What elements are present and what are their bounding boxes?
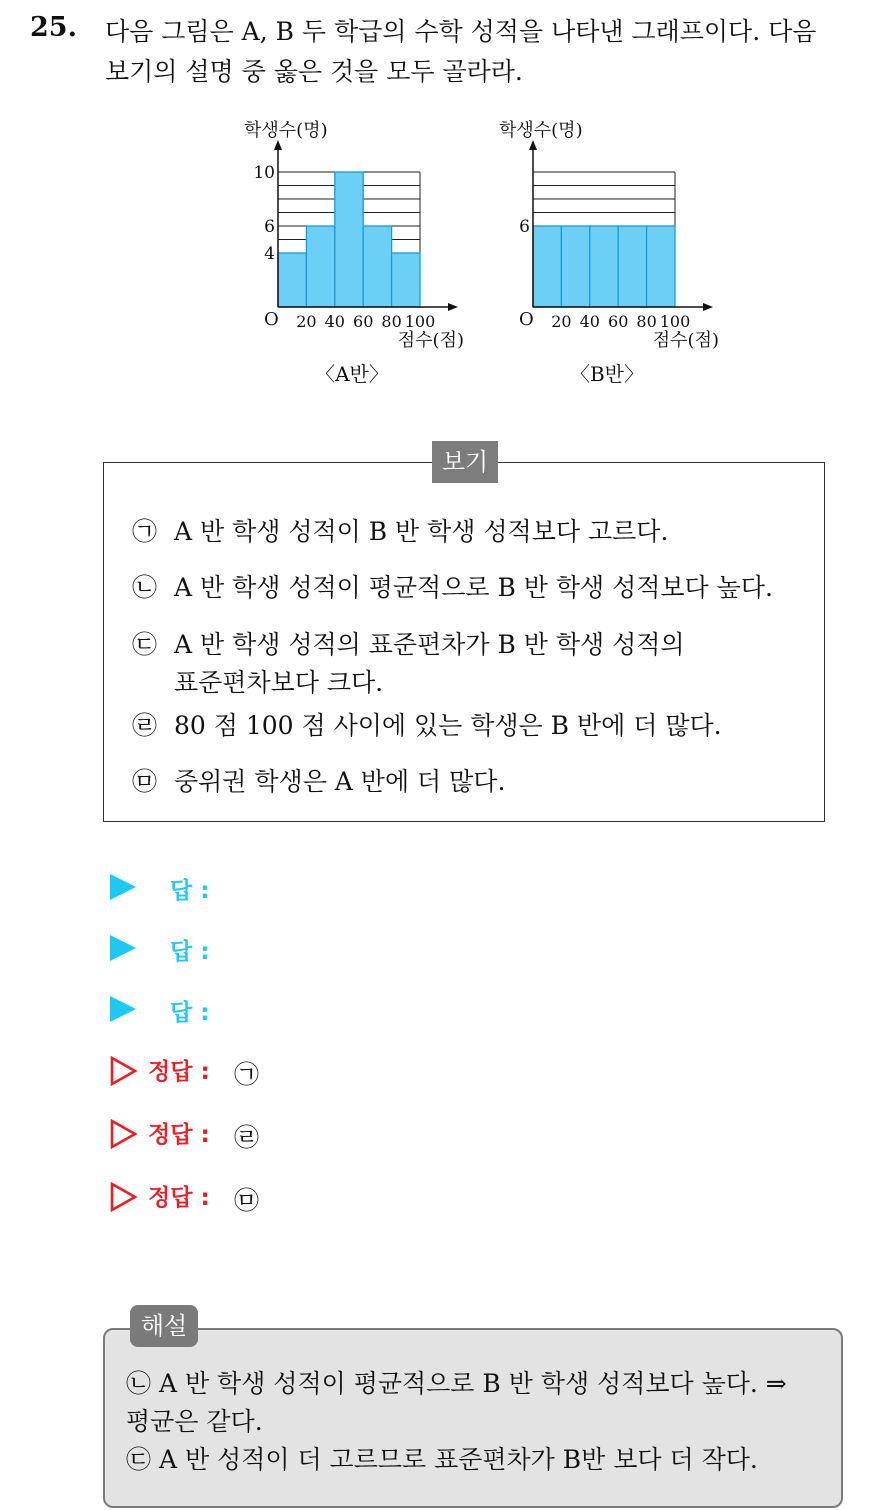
bogi-text: A 반 학생 성적의 표준편차가 B 반 학생 성적의 <box>174 630 685 659</box>
question-text-line2: 보기의 설명 중 옳은 것을 모두 골라라. <box>105 57 523 86</box>
correct-value: ㉤ <box>234 1186 260 1215</box>
bogi-text: 80 점 100 점 사이에 있는 학생은 B 반에 더 많다. <box>174 711 722 740</box>
chart-1-x-tick-label: 20 <box>296 312 317 331</box>
chart-2-x-axis-arrow <box>703 303 713 311</box>
bogi-mark: ㉢ <box>132 630 158 659</box>
chart-2-origin-label: O <box>519 309 534 330</box>
chart-1-bar <box>278 253 306 307</box>
correct-label: 정답 : <box>148 1185 210 1211</box>
answer-label: 답 : <box>170 939 210 965</box>
chart-2-bar <box>618 226 646 307</box>
bogi-text: A 반 학생 성적이 B 반 학생 성적보다 고르다. <box>174 517 669 546</box>
chart-1-x-tick-label: 100 <box>404 312 436 331</box>
chart-2-caption: 〈B반〉 <box>569 362 645 386</box>
chart-1-y-tick-label: 4 <box>264 244 275 264</box>
chart-2-x-tick-label: 40 <box>579 312 600 331</box>
correct-label: 정답 : <box>148 1059 210 1085</box>
bogi-mark: ㉡ <box>132 573 158 602</box>
histogram-charts <box>230 115 730 395</box>
chart-1-y-tick-label: 6 <box>264 217 275 237</box>
answer-label: 답 : <box>170 878 210 904</box>
bogi-item-3-continuation: 표준편차보다 크다. <box>174 668 384 697</box>
answer-label: 답 : <box>170 1000 210 1026</box>
triangle-outline-icon <box>110 1056 138 1086</box>
triangle-outline-icon <box>110 1182 138 1212</box>
bogi-item-5 <box>132 762 505 798</box>
chart-1-y-tick-label: 10 <box>253 163 275 183</box>
bogi-text: A 반 학생 성적이 평균적으로 B 반 학생 성적보다 높다. <box>174 573 773 602</box>
bogi-tag: 보기 <box>432 441 498 483</box>
play-arrow-icon <box>110 996 136 1022</box>
play-arrow-icon <box>110 874 136 900</box>
chart-2-x-tick-label: 80 <box>636 312 657 331</box>
chart-2-x-tick-label: 60 <box>608 312 629 331</box>
chart-1-bar <box>392 253 420 307</box>
chart-2-x-tick-label: 100 <box>659 312 691 331</box>
bogi-item-3 <box>132 625 685 661</box>
bogi-item-2 <box>132 568 773 604</box>
chart-1-ylabel: 학생수(명) <box>244 120 328 141</box>
chart-2-y-axis-arrow <box>529 140 537 150</box>
play-arrow-icon <box>110 935 136 961</box>
bogi-text: 중위권 학생은 A 반에 더 많다. <box>174 767 506 796</box>
chart-2-bar <box>647 226 675 307</box>
question-number: 25. <box>30 12 77 43</box>
chart-1-x-tick-label: 60 <box>353 312 374 331</box>
chart-1-y-axis-arrow <box>274 140 282 150</box>
chart-1-bar <box>306 226 334 307</box>
explanation-line-1: ㉡ A 반 학생 성적이 평균적으로 B 반 학생 성적보다 높다. ⇒ <box>126 1369 787 1398</box>
chart-2-bar <box>590 226 618 307</box>
chart-1-bar <box>335 172 363 307</box>
chart-1-caption: 〈A반〉 <box>315 362 389 386</box>
bogi-mark: ㉤ <box>132 767 158 796</box>
chart-1-x-tick-label: 80 <box>381 312 402 331</box>
chart-2-y-tick-label: 6 <box>519 217 530 237</box>
bogi-mark: ㉠ <box>132 517 158 546</box>
explanation-tag: 해설 <box>130 1305 198 1347</box>
explanation-line-3: ㉢ A 반 성적이 더 고르므로 표준편차가 B반 보다 더 작다. <box>126 1445 758 1474</box>
question-text-line1: 다음 그림은 A, B 두 학급의 수학 성적을 나타낸 그래프이다. 다음 <box>105 17 817 46</box>
chart-2-bar <box>533 226 561 307</box>
chart-1-origin-label: O <box>264 309 279 330</box>
chart-1-x-tick-label: 40 <box>324 312 345 331</box>
explanation-line-2: 평균은 같다. <box>126 1407 263 1436</box>
chart-2-x-tick-label: 20 <box>551 312 572 331</box>
bogi-mark: ㉣ <box>132 711 158 740</box>
chart-1-xlabel: 점수(점) <box>397 330 464 351</box>
bogi-item-1 <box>132 512 668 548</box>
correct-value: ㉠ <box>234 1060 260 1089</box>
chart-2-bar <box>561 226 589 307</box>
chart-1-bar <box>363 226 391 307</box>
chart-2-ylabel: 학생수(명) <box>499 120 583 141</box>
chart-1-x-axis-arrow <box>448 303 458 311</box>
correct-label: 정답 : <box>148 1122 210 1148</box>
chart-2-xlabel: 점수(점) <box>652 330 719 351</box>
correct-value: ㉣ <box>234 1123 260 1152</box>
bogi-item-4 <box>132 706 722 742</box>
triangle-outline-icon <box>110 1119 138 1149</box>
